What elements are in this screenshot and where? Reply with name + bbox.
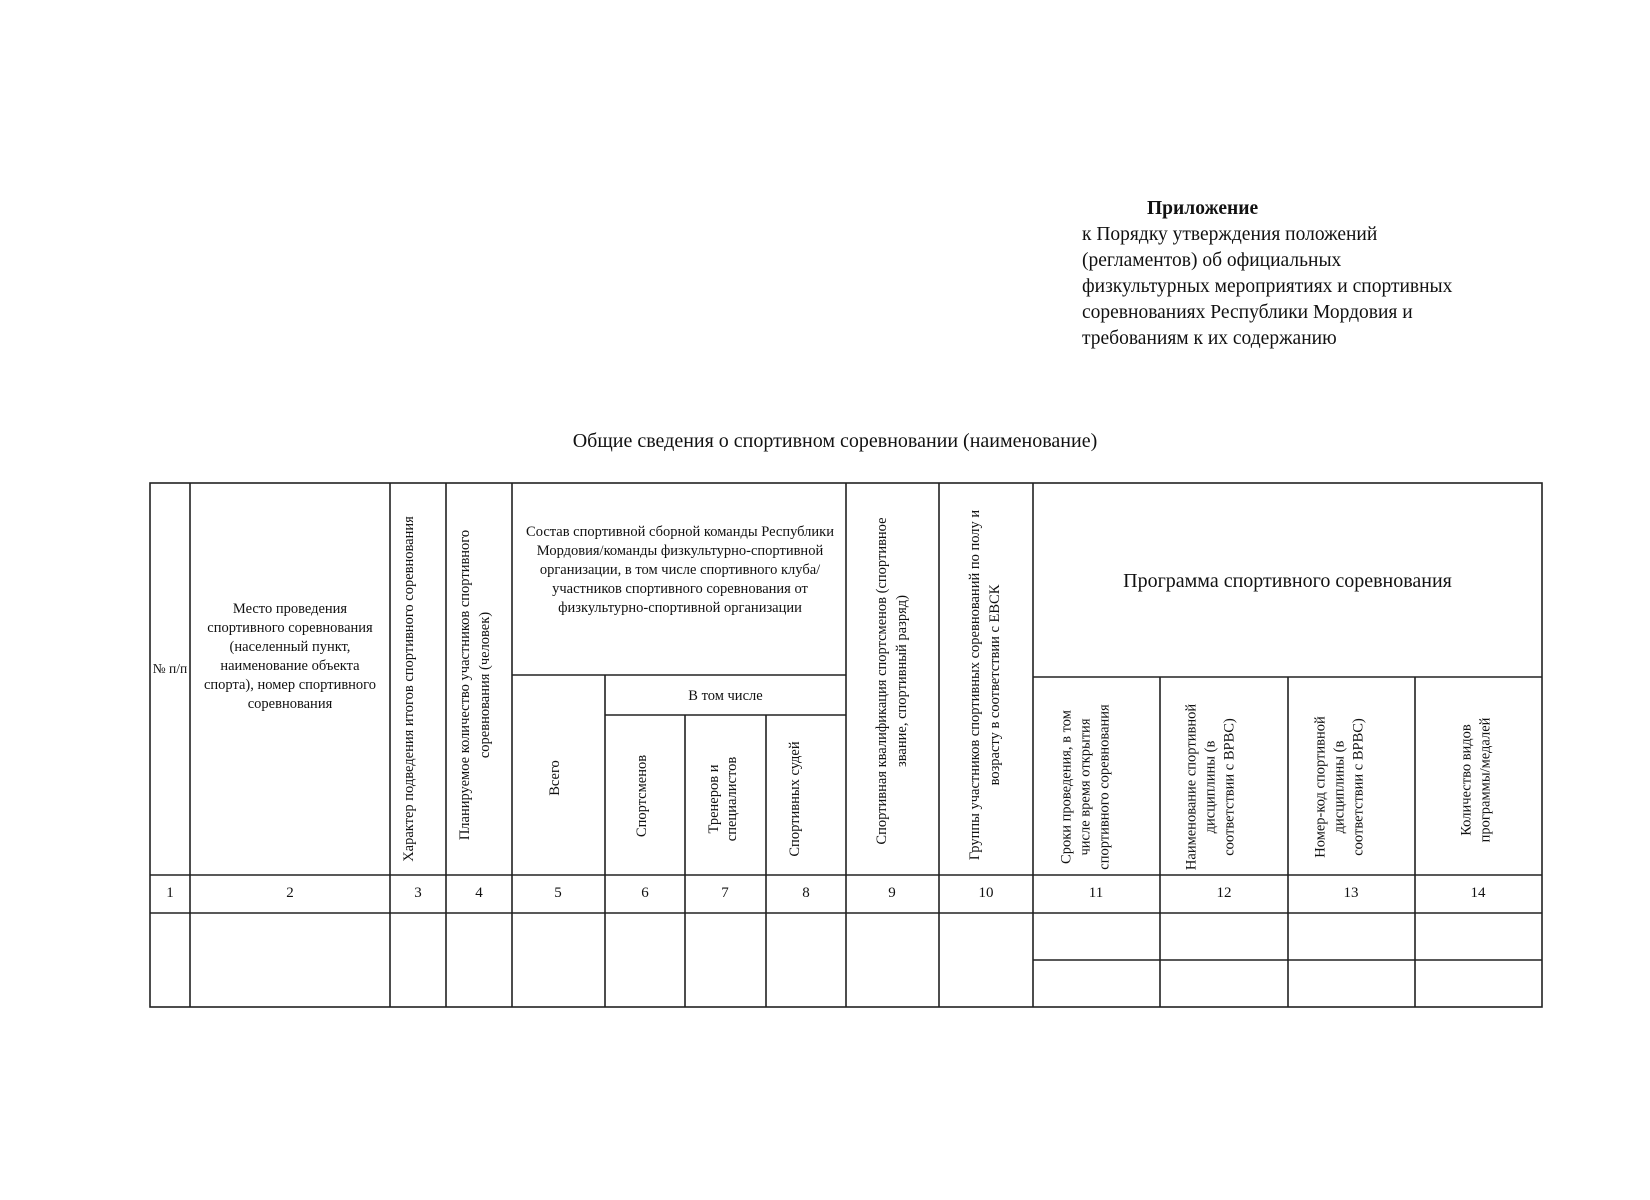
colnum-4: 4 [475,885,483,901]
header-group-team: Состав спортивной сборной команды Республики Мордовия/команды физкультурно-спортивной организации, в том числе спортивного клуба/участников спортивного соревнования от физкультурно-спортивной организации [526,524,834,616]
header-col3: Характер подведения итогов спортивного соревнования [401,516,417,862]
appendix-heading: Приложение [1147,198,1259,219]
header-col4: Планируемое количество участников спортивного соревнования (человек) [457,529,493,841]
header-col9: Спортивная квалификация спортсменов (спортивное звание, спортивный разряд) [874,517,910,845]
colnum-12: 12 [1216,885,1232,901]
header-col8: Спортивных судей [787,741,803,857]
colnum-1: 1 [166,885,174,901]
header-col14: Количество видов программы/медалей [1458,717,1494,843]
appendix-line-5: требованиям к их содержанию [1082,328,1337,349]
header-col6: Спортсменов [634,754,650,838]
header-col2: Место проведения спортивного соревнования (населенный пункт, наименование объекта спорта), номер спортивного соревнования [203,601,377,712]
header-col10: Группы участников спортивных соревнований по полу и возрасту в соответствии с ЕВСК [967,509,1003,861]
appendix-line-1: к Порядку утверждения положений [1082,224,1378,245]
colnum-3: 3 [414,885,422,901]
colnum-13: 13 [1343,885,1359,901]
colnum-14: 14 [1470,885,1486,901]
colnum-2: 2 [286,885,294,901]
colnum-5: 5 [554,885,562,901]
header-group-program: Программа спортивного соревнования [1123,570,1452,592]
header-group-incl: В том числе [688,688,763,704]
header-col7: Тренеров и специалистов [706,756,740,842]
colnum-7: 7 [721,885,729,901]
header-col13: Номер-код спортивной дисциплины (в соответствии с ВРВС) [1312,716,1367,858]
header-col1: № п/п [152,661,188,676]
header-col12: Наименование спортивной дисциплины (в соответствии с ВРВС) [1183,703,1238,871]
colnum-11: 11 [1088,885,1104,901]
colnum-8: 8 [802,885,810,901]
appendix-line-2: (регламентов) об официальных [1082,250,1342,271]
colnum-9: 9 [888,885,896,901]
colnum-10: 10 [978,885,994,901]
header-col5: Всего [547,760,563,796]
appendix-line-3: физкультурных мероприятиях и спортивных [1082,276,1453,297]
colnum-6: 6 [641,885,649,901]
header-col11: Сроки проведения, в том числе время открытия спортивного соревнования [1058,704,1113,870]
document-title: Общие сведения о спортивном соревновании (наименование) [572,430,1098,452]
appendix-line-4: соревнованиях Республики Мордовия и [1082,302,1413,323]
